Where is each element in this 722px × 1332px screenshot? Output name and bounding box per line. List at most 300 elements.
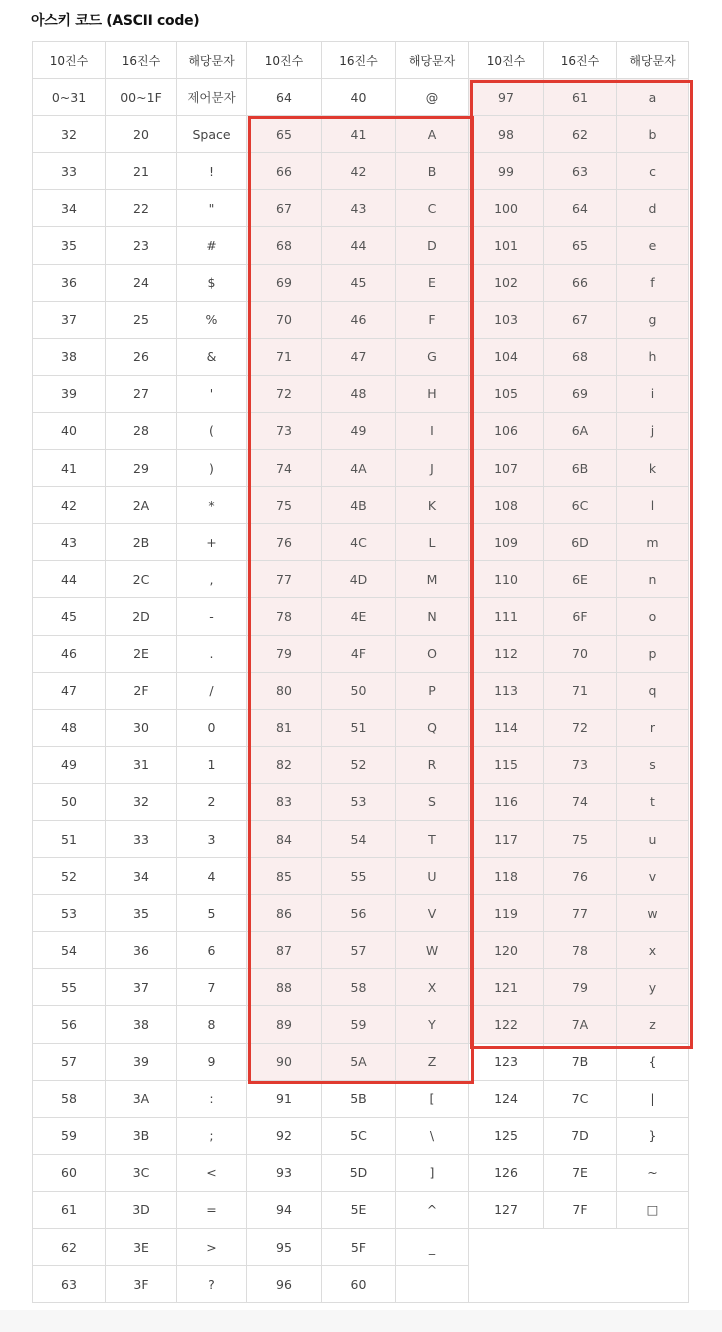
hex-cell: 57	[322, 932, 396, 969]
hex-cell: 6A	[544, 412, 617, 449]
table-row	[33, 598, 689, 635]
hex-cell: 33	[106, 820, 177, 857]
decimal-cell: 73	[247, 412, 322, 449]
page-bottom	[0, 1310, 722, 1332]
hex-cell: 49	[322, 412, 396, 449]
hex-cell: 29	[106, 450, 177, 487]
hex-cell: 2D	[106, 598, 177, 635]
decimal-cell: 88	[247, 969, 322, 1006]
hex-cell: 00~1F	[106, 79, 177, 116]
hex-cell: 7B	[544, 1043, 617, 1080]
decimal-cell: 74	[247, 450, 322, 487]
char-cell: N	[396, 598, 469, 635]
char-cell: O	[396, 635, 469, 672]
char-cell: S	[396, 783, 469, 820]
decimal-cell: 100	[469, 190, 544, 227]
char-cell: z	[617, 1006, 689, 1043]
char-cell: (	[177, 412, 247, 449]
decimal-cell: 126	[469, 1154, 544, 1191]
char-cell: }	[617, 1117, 689, 1154]
decimal-cell: 57	[33, 1043, 106, 1080]
char-cell: =	[177, 1191, 247, 1228]
table-row	[33, 635, 689, 672]
decimal-cell: 68	[247, 227, 322, 264]
table-row	[33, 1266, 689, 1303]
decimal-cell: 47	[33, 672, 106, 709]
char-cell: j	[617, 412, 689, 449]
hex-cell: 52	[322, 746, 396, 783]
char-cell: 0	[177, 709, 247, 746]
char-cell: t	[617, 783, 689, 820]
hex-cell: 3B	[106, 1117, 177, 1154]
decimal-cell: 44	[33, 561, 106, 598]
hex-cell: 70	[544, 635, 617, 672]
decimal-cell: 121	[469, 969, 544, 1006]
char-cell: +	[177, 524, 247, 561]
char-cell: J	[396, 450, 469, 487]
decimal-cell: 75	[247, 487, 322, 524]
decimal-cell: 125	[469, 1117, 544, 1154]
hex-cell: 78	[544, 932, 617, 969]
decimal-cell: 65	[247, 116, 322, 153]
hex-cell: 34	[106, 858, 177, 895]
empty-cell	[544, 1266, 617, 1303]
decimal-cell: 91	[247, 1080, 322, 1117]
decimal-cell: 110	[469, 561, 544, 598]
char-cell: ]	[396, 1154, 469, 1191]
char-cell: [	[396, 1080, 469, 1117]
char-cell: W	[396, 932, 469, 969]
char-cell: 9	[177, 1043, 247, 1080]
table-row	[33, 672, 689, 709]
decimal-cell: 62	[33, 1229, 106, 1266]
hex-cell: 6D	[544, 524, 617, 561]
hex-cell: 67	[544, 301, 617, 338]
table-body	[33, 79, 689, 1303]
decimal-cell: 84	[247, 820, 322, 857]
char-cell: y	[617, 969, 689, 1006]
hex-cell: 74	[544, 783, 617, 820]
decimal-cell: 89	[247, 1006, 322, 1043]
hex-cell: 65	[544, 227, 617, 264]
table-row	[33, 858, 689, 895]
hex-cell: 7A	[544, 1006, 617, 1043]
decimal-cell: 64	[247, 79, 322, 116]
hex-cell: 55	[322, 858, 396, 895]
table-row	[33, 746, 689, 783]
char-cell: l	[617, 487, 689, 524]
char-cell: T	[396, 820, 469, 857]
decimal-cell: 82	[247, 746, 322, 783]
char-cell: 4	[177, 858, 247, 895]
decimal-cell: 118	[469, 858, 544, 895]
hex-cell: 3A	[106, 1080, 177, 1117]
char-cell: P	[396, 672, 469, 709]
hex-cell: 37	[106, 969, 177, 1006]
decimal-cell: 60	[33, 1154, 106, 1191]
hex-cell: 21	[106, 153, 177, 190]
hex-cell: 4F	[322, 635, 396, 672]
hex-cell: 2C	[106, 561, 177, 598]
hex-cell: 41	[322, 116, 396, 153]
header-row	[33, 42, 689, 79]
char-cell: _	[396, 1229, 469, 1266]
header-decimal: 10진수	[469, 42, 544, 79]
decimal-cell: 43	[33, 524, 106, 561]
hex-cell: 56	[322, 895, 396, 932]
char-cell: I	[396, 412, 469, 449]
decimal-cell: 107	[469, 450, 544, 487]
decimal-cell: 98	[469, 116, 544, 153]
char-cell: 2	[177, 783, 247, 820]
table-row	[33, 1006, 689, 1043]
decimal-cell: 46	[33, 635, 106, 672]
empty-cell	[617, 1229, 689, 1266]
empty-cell	[469, 1229, 544, 1266]
char-cell: Q	[396, 709, 469, 746]
char-cell: $	[177, 264, 247, 301]
decimal-cell: 123	[469, 1043, 544, 1080]
char-cell: &	[177, 338, 247, 375]
table-row	[33, 338, 689, 375]
char-cell: <	[177, 1154, 247, 1191]
hex-cell: 39	[106, 1043, 177, 1080]
decimal-cell: 52	[33, 858, 106, 895]
decimal-cell: 72	[247, 375, 322, 412]
char-cell: s	[617, 746, 689, 783]
hex-cell: 60	[322, 1266, 396, 1303]
decimal-cell: 34	[33, 190, 106, 227]
decimal-cell: 96	[247, 1266, 322, 1303]
decimal-cell: 63	[33, 1266, 106, 1303]
char-cell: Z	[396, 1043, 469, 1080]
hex-cell: 72	[544, 709, 617, 746]
decimal-cell: 115	[469, 746, 544, 783]
hex-cell: 27	[106, 375, 177, 412]
decimal-cell: 94	[247, 1191, 322, 1228]
decimal-cell: 108	[469, 487, 544, 524]
char-cell: U	[396, 858, 469, 895]
decimal-cell: 102	[469, 264, 544, 301]
char-cell: X	[396, 969, 469, 1006]
decimal-cell: 54	[33, 932, 106, 969]
decimal-cell: 51	[33, 820, 106, 857]
page-title: 아스키 코드 (ASCII code)	[31, 13, 200, 29]
hex-cell: 58	[322, 969, 396, 1006]
char-cell: ;	[177, 1117, 247, 1154]
decimal-cell: 109	[469, 524, 544, 561]
char-cell: >	[177, 1229, 247, 1266]
decimal-cell: 97	[469, 79, 544, 116]
hex-cell: 7D	[544, 1117, 617, 1154]
char-cell: c	[617, 153, 689, 190]
decimal-cell: 70	[247, 301, 322, 338]
table-row	[33, 79, 689, 116]
hex-cell: 2B	[106, 524, 177, 561]
char-cell: r	[617, 709, 689, 746]
char-cell: ,	[177, 561, 247, 598]
hex-cell: 3F	[106, 1266, 177, 1303]
decimal-cell: 104	[469, 338, 544, 375]
char-cell: {	[617, 1043, 689, 1080]
char-cell: p	[617, 635, 689, 672]
decimal-cell: 106	[469, 412, 544, 449]
empty-cell	[617, 1266, 689, 1303]
hex-cell: 47	[322, 338, 396, 375]
hex-cell: 31	[106, 746, 177, 783]
hex-cell: 63	[544, 153, 617, 190]
decimal-cell: 50	[33, 783, 106, 820]
char-cell: ^	[396, 1191, 469, 1228]
char-cell: e	[617, 227, 689, 264]
decimal-cell: 32	[33, 116, 106, 153]
header-hex: 16진수	[322, 42, 396, 79]
hex-cell: 48	[322, 375, 396, 412]
hex-cell: 4D	[322, 561, 396, 598]
table-row	[33, 116, 689, 153]
char-cell: v	[617, 858, 689, 895]
decimal-cell: 36	[33, 264, 106, 301]
hex-cell: 64	[544, 190, 617, 227]
header-char: 해당문자	[177, 42, 247, 79]
decimal-cell: 71	[247, 338, 322, 375]
char-cell: D	[396, 227, 469, 264]
decimal-cell: 86	[247, 895, 322, 932]
decimal-cell: 55	[33, 969, 106, 1006]
table-row	[33, 932, 689, 969]
decimal-cell: 59	[33, 1117, 106, 1154]
hex-cell: 3E	[106, 1229, 177, 1266]
hex-cell: 76	[544, 858, 617, 895]
table-row	[33, 1117, 689, 1154]
header-decimal: 10진수	[33, 42, 106, 79]
char-cell: 1	[177, 746, 247, 783]
char-cell: :	[177, 1080, 247, 1117]
decimal-cell: 81	[247, 709, 322, 746]
hex-cell: 2F	[106, 672, 177, 709]
char-cell: A	[396, 116, 469, 153]
char-cell: k	[617, 450, 689, 487]
hex-cell: 7C	[544, 1080, 617, 1117]
char-cell	[396, 1266, 469, 1303]
hex-cell: 59	[322, 1006, 396, 1043]
hex-cell: 25	[106, 301, 177, 338]
decimal-cell: 37	[33, 301, 106, 338]
table-row	[33, 190, 689, 227]
char-cell: F	[396, 301, 469, 338]
char-cell: K	[396, 487, 469, 524]
char-cell: 8	[177, 1006, 247, 1043]
hex-cell: 2E	[106, 635, 177, 672]
table-row	[33, 1229, 689, 1266]
decimal-cell: 117	[469, 820, 544, 857]
char-cell: .	[177, 635, 247, 672]
table-row	[33, 524, 689, 561]
hex-cell: 35	[106, 895, 177, 932]
decimal-cell: 127	[469, 1191, 544, 1228]
char-cell: b	[617, 116, 689, 153]
decimal-cell: 101	[469, 227, 544, 264]
hex-cell: 68	[544, 338, 617, 375]
char-cell: L	[396, 524, 469, 561]
table-row	[33, 1080, 689, 1117]
hex-cell: 5D	[322, 1154, 396, 1191]
decimal-cell: 116	[469, 783, 544, 820]
char-cell: '	[177, 375, 247, 412]
hex-cell: 6B	[544, 450, 617, 487]
char-cell: Y	[396, 1006, 469, 1043]
decimal-cell: 33	[33, 153, 106, 190]
table-row	[33, 969, 689, 1006]
table-row	[33, 301, 689, 338]
decimal-cell: 87	[247, 932, 322, 969]
hex-cell: 53	[322, 783, 396, 820]
char-cell: #	[177, 227, 247, 264]
hex-cell: 75	[544, 820, 617, 857]
decimal-cell: 67	[247, 190, 322, 227]
header-hex: 16진수	[544, 42, 617, 79]
decimal-cell: 114	[469, 709, 544, 746]
decimal-cell: 92	[247, 1117, 322, 1154]
char-cell: !	[177, 153, 247, 190]
hex-cell: 69	[544, 375, 617, 412]
decimal-cell: 76	[247, 524, 322, 561]
table-row	[33, 561, 689, 598]
header-decimal: 10진수	[247, 42, 322, 79]
char-cell: E	[396, 264, 469, 301]
hex-cell: 5E	[322, 1191, 396, 1228]
hex-cell: 26	[106, 338, 177, 375]
hex-cell: 23	[106, 227, 177, 264]
hex-cell: 66	[544, 264, 617, 301]
decimal-cell: 66	[247, 153, 322, 190]
hex-cell: 4B	[322, 487, 396, 524]
decimal-cell: 45	[33, 598, 106, 635]
decimal-cell: 99	[469, 153, 544, 190]
table-row	[33, 895, 689, 932]
hex-cell: 71	[544, 672, 617, 709]
hex-cell: 5F	[322, 1229, 396, 1266]
hex-cell: 61	[544, 79, 617, 116]
ascii-table	[32, 41, 689, 1303]
hex-cell: 5A	[322, 1043, 396, 1080]
decimal-cell: 61	[33, 1191, 106, 1228]
char-cell: -	[177, 598, 247, 635]
decimal-cell: 95	[247, 1229, 322, 1266]
char-cell: q	[617, 672, 689, 709]
decimal-cell: 105	[469, 375, 544, 412]
hex-cell: 44	[322, 227, 396, 264]
hex-cell: 22	[106, 190, 177, 227]
table-row	[33, 820, 689, 857]
table-row	[33, 264, 689, 301]
decimal-cell: 120	[469, 932, 544, 969]
decimal-cell: 40	[33, 412, 106, 449]
decimal-cell: 56	[33, 1006, 106, 1043]
hex-cell: 45	[322, 264, 396, 301]
char-cell: V	[396, 895, 469, 932]
decimal-cell: 111	[469, 598, 544, 635]
decimal-cell: 78	[247, 598, 322, 635]
char-cell: i	[617, 375, 689, 412]
char-cell: m	[617, 524, 689, 561]
decimal-cell: 124	[469, 1080, 544, 1117]
header-hex: 16진수	[106, 42, 177, 79]
decimal-cell: 85	[247, 858, 322, 895]
decimal-cell: 113	[469, 672, 544, 709]
hex-cell: 20	[106, 116, 177, 153]
hex-cell: 24	[106, 264, 177, 301]
char-cell: Space	[177, 116, 247, 153]
decimal-cell: 39	[33, 375, 106, 412]
hex-cell: 36	[106, 932, 177, 969]
char-cell: ~	[617, 1154, 689, 1191]
char-cell: B	[396, 153, 469, 190]
table-row	[33, 487, 689, 524]
decimal-cell: 41	[33, 450, 106, 487]
char-cell: @	[396, 79, 469, 116]
hex-cell: 30	[106, 709, 177, 746]
char-cell: G	[396, 338, 469, 375]
hex-cell: 6F	[544, 598, 617, 635]
decimal-cell: 93	[247, 1154, 322, 1191]
decimal-cell: 112	[469, 635, 544, 672]
decimal-cell: 79	[247, 635, 322, 672]
hex-cell: 5C	[322, 1117, 396, 1154]
decimal-cell: 58	[33, 1080, 106, 1117]
char-cell: |	[617, 1080, 689, 1117]
table-row	[33, 227, 689, 264]
table-row	[33, 1154, 689, 1191]
decimal-cell: 122	[469, 1006, 544, 1043]
char-cell: *	[177, 487, 247, 524]
hex-cell: 62	[544, 116, 617, 153]
char-cell: 6	[177, 932, 247, 969]
table-row	[33, 450, 689, 487]
char-cell: 5	[177, 895, 247, 932]
decimal-cell: 0~31	[33, 79, 106, 116]
decimal-cell: 77	[247, 561, 322, 598]
decimal-cell: 90	[247, 1043, 322, 1080]
hex-cell: 43	[322, 190, 396, 227]
header-char: 해당문자	[617, 42, 689, 79]
char-cell: M	[396, 561, 469, 598]
hex-cell: 54	[322, 820, 396, 857]
decimal-cell: 35	[33, 227, 106, 264]
table-row	[33, 153, 689, 190]
char-cell: a	[617, 79, 689, 116]
hex-cell: 79	[544, 969, 617, 1006]
table-row	[33, 1043, 689, 1080]
table-row	[33, 1191, 689, 1228]
decimal-cell: 83	[247, 783, 322, 820]
hex-cell: 38	[106, 1006, 177, 1043]
decimal-cell: 48	[33, 709, 106, 746]
char-cell: □	[617, 1191, 689, 1228]
hex-cell: 28	[106, 412, 177, 449]
hex-cell: 51	[322, 709, 396, 746]
char-cell: \	[396, 1117, 469, 1154]
char-cell: u	[617, 820, 689, 857]
char-cell: n	[617, 561, 689, 598]
decimal-cell: 80	[247, 672, 322, 709]
hex-cell: 3D	[106, 1191, 177, 1228]
decimal-cell: 49	[33, 746, 106, 783]
char-cell: "	[177, 190, 247, 227]
char-cell: d	[617, 190, 689, 227]
decimal-cell: 119	[469, 895, 544, 932]
hex-cell: 73	[544, 746, 617, 783]
